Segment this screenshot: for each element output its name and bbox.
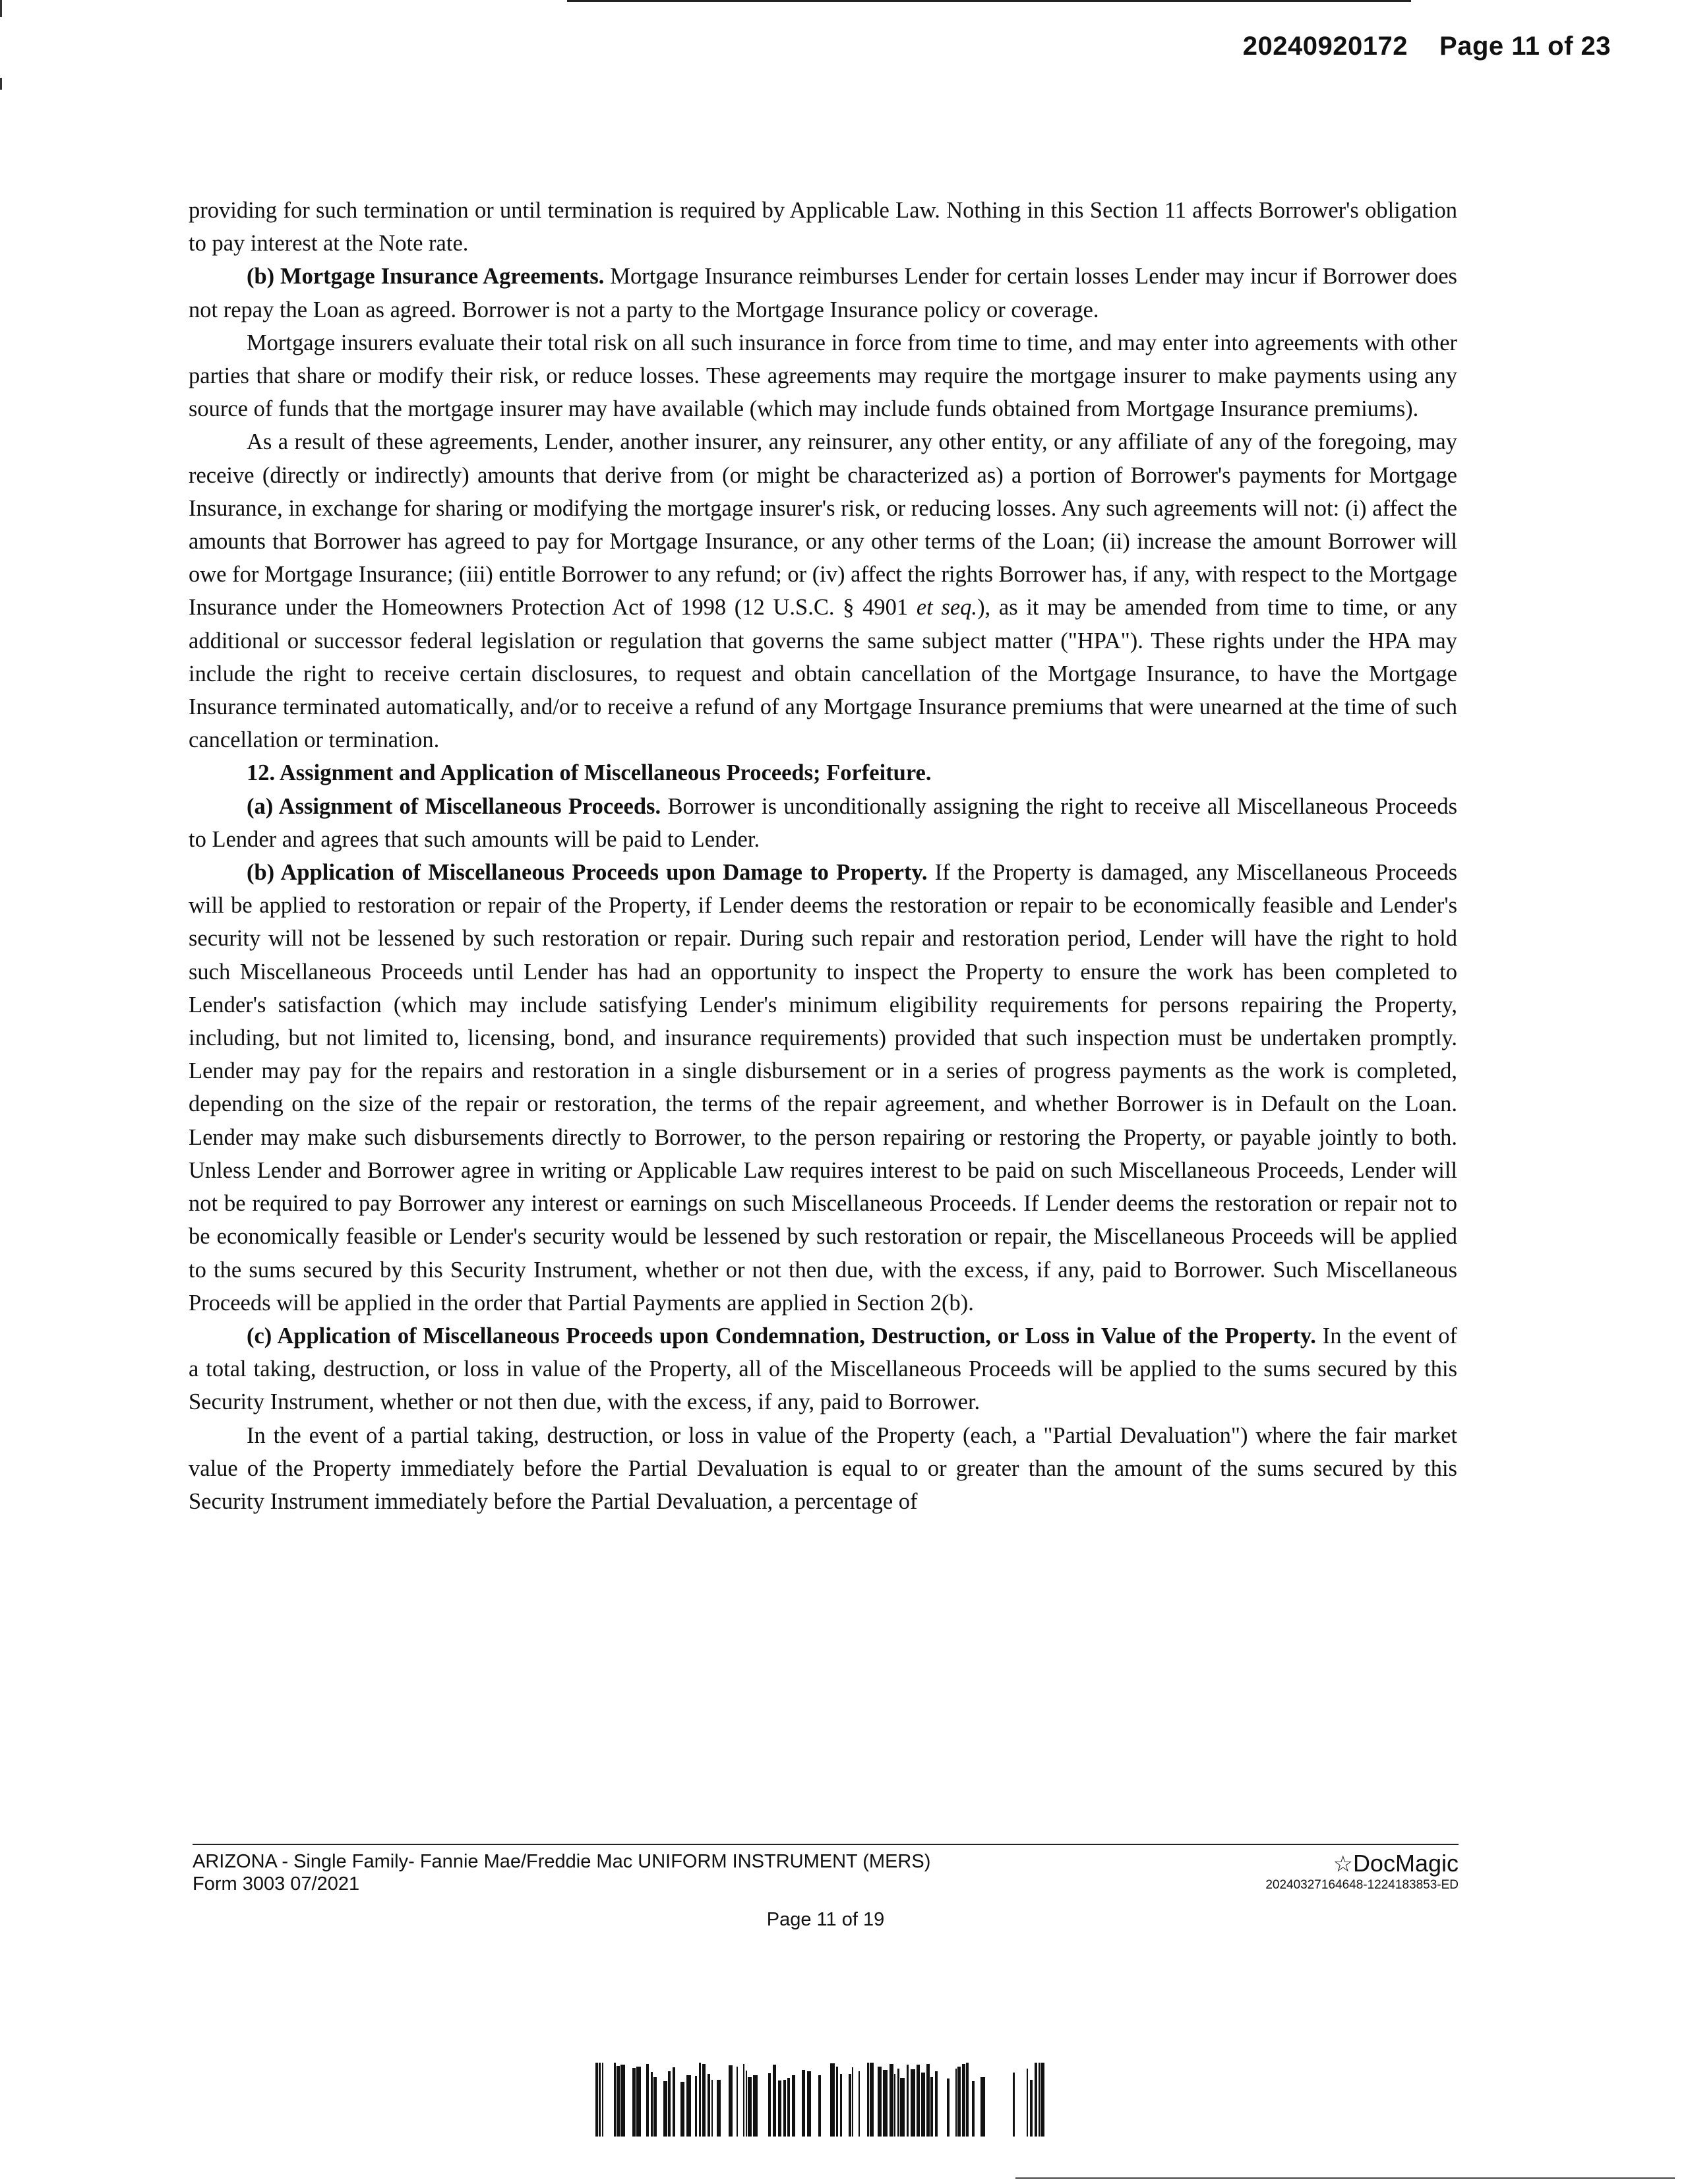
barcode-bar [894,2074,895,2137]
paragraph [189,425,1457,756]
barcode-bar [947,2078,950,2137]
barcode-bar [783,2080,786,2137]
barcode-bar [966,2063,969,2137]
paragraph: providing for such termination or until termination is required by Applicable Law. Nothing in this Section 11 affects Borrower's obligation to pay interest at the Note rate. [189,198,1457,257]
barcode-bar [695,2076,697,2137]
docmagic-brand: DocMagic [1352,1850,1459,1877]
barcode-bar [972,2081,975,2137]
bottom-border-line [1015,2177,1675,2179]
section-heading: (a) Assignment of Miscellaneous Proceeds. [247,793,661,819]
barcode-bar [711,2080,713,2137]
barcode-bar [921,2073,925,2137]
paragraph-text: In the event of a total taking, destruction, or loss in value of the Property, all of the Miscellaneous Proceeds will be applied to the sums secured by this Security Instrument, whether or not then due, with the excess, if any, paid to Borrower. [189,1323,1457,1415]
barcode-bar [673,2067,675,2137]
barcode-bar [699,2063,701,2137]
barcode-bar [836,2067,838,2137]
barcode-bar [792,2075,795,2137]
paragraph-text: ), as it may be amended from time to time, or any additional or successor federal legislation or regulation that governs the same subject matter ("HPA"). These rights under the HPA may include the right to receive certain disclosures, to request and obtain cancellation of the Mortgage Insurance, to have the Mortgage Insurance terminated automatically, and/or to receive a refund of any Mortgage Insurance premiums that were unearned at the time of such cancellation or termination. [189,595,1457,753]
barcode-bar [599,2063,601,2137]
barcode-bar [743,2064,744,2137]
barcode-bar [840,2074,842,2137]
recording-header [1243,32,1611,61]
barcode-bar [636,2067,641,2137]
barcode-bar [859,2071,860,2137]
barcode-bar [878,2067,882,2137]
barcode-bar [737,2067,738,2137]
footer-instrument-title: ARIZONA - Single Family- Fannie Mae/Freddie Mac UNIFORM INSTRUMENT (MERS) [193,1851,931,1872]
footer-page-number: Page 11 of 19 [766,1909,885,1930]
barcode-bar [852,2067,853,2137]
barcode-bar [1027,2069,1028,2137]
barcode-bar [1039,2063,1040,2137]
barcode-bar [746,2071,747,2137]
barcode-bar [1041,2063,1044,2137]
barcode-bar [889,2064,893,2137]
barcode-bar [729,2065,733,2137]
paragraph [189,856,1457,1320]
barcode-bar [911,2069,915,2137]
star-icon: ☆ [1333,1852,1353,1877]
barcode-bar [595,2063,598,2137]
document-code: 20240327164648-1224183853-ED [1265,1878,1459,1892]
top-border-line [567,0,1411,2]
barcode-bar [680,2082,684,2137]
barcode-bar [1013,2073,1015,2137]
barcode-bar [617,2066,620,2137]
barcode-bar [717,2080,721,2137]
barcode-bar [883,2070,888,2137]
barcode-bar [653,2077,657,2137]
barcode-bar [849,2074,851,2137]
barcode-bar [957,2067,961,2137]
barcode-bar [870,2063,874,2137]
paragraph [189,790,1457,856]
footer-form-info [193,1850,930,1895]
paragraph: In the event of a partial taking, destruction, or loss in value of the Property (each, a "Partial Devaluation") where the fair market value of the Property immediately before the Partial Devaluation is equal to or greater than the amount of the sums secured by this Security Instrument immediately before the Partial Devaluation, a percentage of [189,1422,1457,1514]
barcode-image [595,2063,1065,2137]
barcode-bar [620,2065,625,2137]
barcode-bar [768,2073,771,2137]
barcode-bar [614,2063,616,2137]
barcode-bar [753,2075,758,2137]
paragraph-text: Mortgage Insurance reimburses Lender for certain losses Lender may incur if Borrower does not repay the Loan as agreed. Borrower is not a party to the Mortgage Insurance policy or coverage. [189,264,1457,322]
barcode-bar [930,2077,933,2137]
recording-number: 20240920172 [1242,32,1408,61]
barcode-bar [962,2064,965,2137]
barcode-bar [702,2064,706,2137]
barcode-bar [668,2071,671,2137]
barcode-bar [867,2063,869,2137]
paragraph [189,1320,1457,1419]
paragraph: Mortgage insurers evaluate their total risk on all such insurance in force from time to time, and may enter into agreements with other parties that share or modify their risk, or reduce losses. These agreements may require the mortgage insurer to make payments using any source of funds that the mortgage insurer may have available (which may include funds obtained from Mortgage Insurance premiums). [189,330,1457,422]
barcode-bar [980,2077,985,2137]
barcode-bar [1030,2080,1033,2137]
barcode-bar [632,2068,636,2137]
barcode-bar [748,2077,752,2137]
barcode-bar [773,2065,776,2137]
section-heading: (b) Mortgage Insurance Agreements. [247,264,605,289]
barcode-bar [802,2070,805,2137]
barcode-bar [907,2065,909,2137]
section-heading: (b) Application of Miscellaneous Proceeds upon Damage to Property. [247,860,928,886]
barcode-bar [900,2078,905,2137]
scan-edge-mark [0,78,2,90]
recording-page-label: Page 11 of 23 [1439,32,1611,61]
footer-form-number: Form 3003 07/2021 [193,1873,360,1895]
scan-edge-mark [0,0,2,17]
paragraph-text: As a result of these agreements, Lender, another insurer, any reinsurer, any other entity, or any affiliate of any of the foregoing, may receive (directly or indirectly) amounts that derive from (or might be characterized as) a portion of Borrower's payments for Mortgage Insurance, in exchange for sharing or modifying the mortgage insurer's risk, or reducing losses. Any such agreements will not: (i) affect the amounts that Borrower has agreed to pay for Mortgage Insurance, or any other terms of the Loan; (ii) increase the amount Borrower will owe for Mortgage Insurance; (iii) entitle Borrower to any refund; or (iv) affect the rights Borrower has, if any, with respect to the Mortgage Insurance under the Homeowners Protection Act of 1998 (12 U.S.C. § 4901 [189,429,1457,621]
barcode-bar [897,2069,899,2137]
barcode-bar [935,2071,938,2137]
barcode-bar [830,2063,835,2137]
paragraph [189,260,1457,326]
barcode-bar [917,2065,920,2137]
barcode-bar [787,2078,790,2137]
barcode-bar [663,2081,667,2137]
barcode-bar [818,2075,821,2137]
barcode-bar [926,2064,930,2137]
barcode-bar [778,2080,781,2137]
barcode-bar [807,2071,811,2137]
docmagic-logo [1265,1850,1459,1893]
barcode-bar [686,2075,691,2137]
barcode-bar [955,2069,957,2137]
paragraph-text: If the Property is damaged, any Miscellaneous Proceeds will be applied to restoration or repair of the Property, if Lender deems the restoration or repair to be economically feasible and Lender's security will not be lessened by such restoration or repair. During such repair and restoration period, Lender will have the right to hold such Miscellaneous Proceeds until Lender has had an opportunity to inspect the Property to ensure the work has been completed to Lender's satisfaction (which may include satisfying Lender's minimum eligibility requirements for persons repairing the Property, including, but not limited to, licensing, bond, and insurance requirements) provided that such inspection must be undertaken promptly. Lender may pay for the repairs and restoration in a single disbursement or in a series of progress payments as the work is completed, depending on the size of the repair or restoration, the terms of the repair agreement, and whether Borrower is in Default on the Loan. Lender may make such disbursements directly to Borrower, to the person repairing or restoring the Property, or payable jointly to both. Unless Lender and Borrower agree in writing or Applicable Law requires interest to be paid on such Miscellaneous Proceeds, Lender will not be required to pay Borrower any interest or earnings on such Miscellaneous Proceeds. If Lender deems the restoration or repair not to be economically feasible or Lender's security would be lessened by such restoration or repair, the Miscellaneous Proceeds will be applied to the sums secured by this Security Instrument, whether or not then due, with the excess, if any, paid to Borrower. Such Miscellaneous Proceeds will be applied in the order that Partial Payments are applied in Section 2(b). [189,860,1457,1316]
document-body [189,194,1457,1518]
section-heading: 12. Assignment and Application of Miscellaneous Proceeds; Forfeiture. [247,760,932,786]
barcode-bar [1035,2063,1037,2137]
paragraph-text: Borrower is unconditionally assigning the right to receive all Miscellaneous Proceeds to Lender and agrees that such amounts will be paid to Lender. [189,793,1457,852]
form-footer [193,1844,1459,1930]
barcode-bar [646,2064,649,2137]
paragraph-italic: et seq. [916,595,978,621]
barcode-bar [708,2074,710,2137]
barcode-bar [602,2063,603,2137]
barcode-bar [651,2072,653,2137]
section-heading: (c) Application of Miscellaneous Proceeds upon Condemnation, Destruction, or Loss in Value of the Property. [247,1323,1316,1349]
